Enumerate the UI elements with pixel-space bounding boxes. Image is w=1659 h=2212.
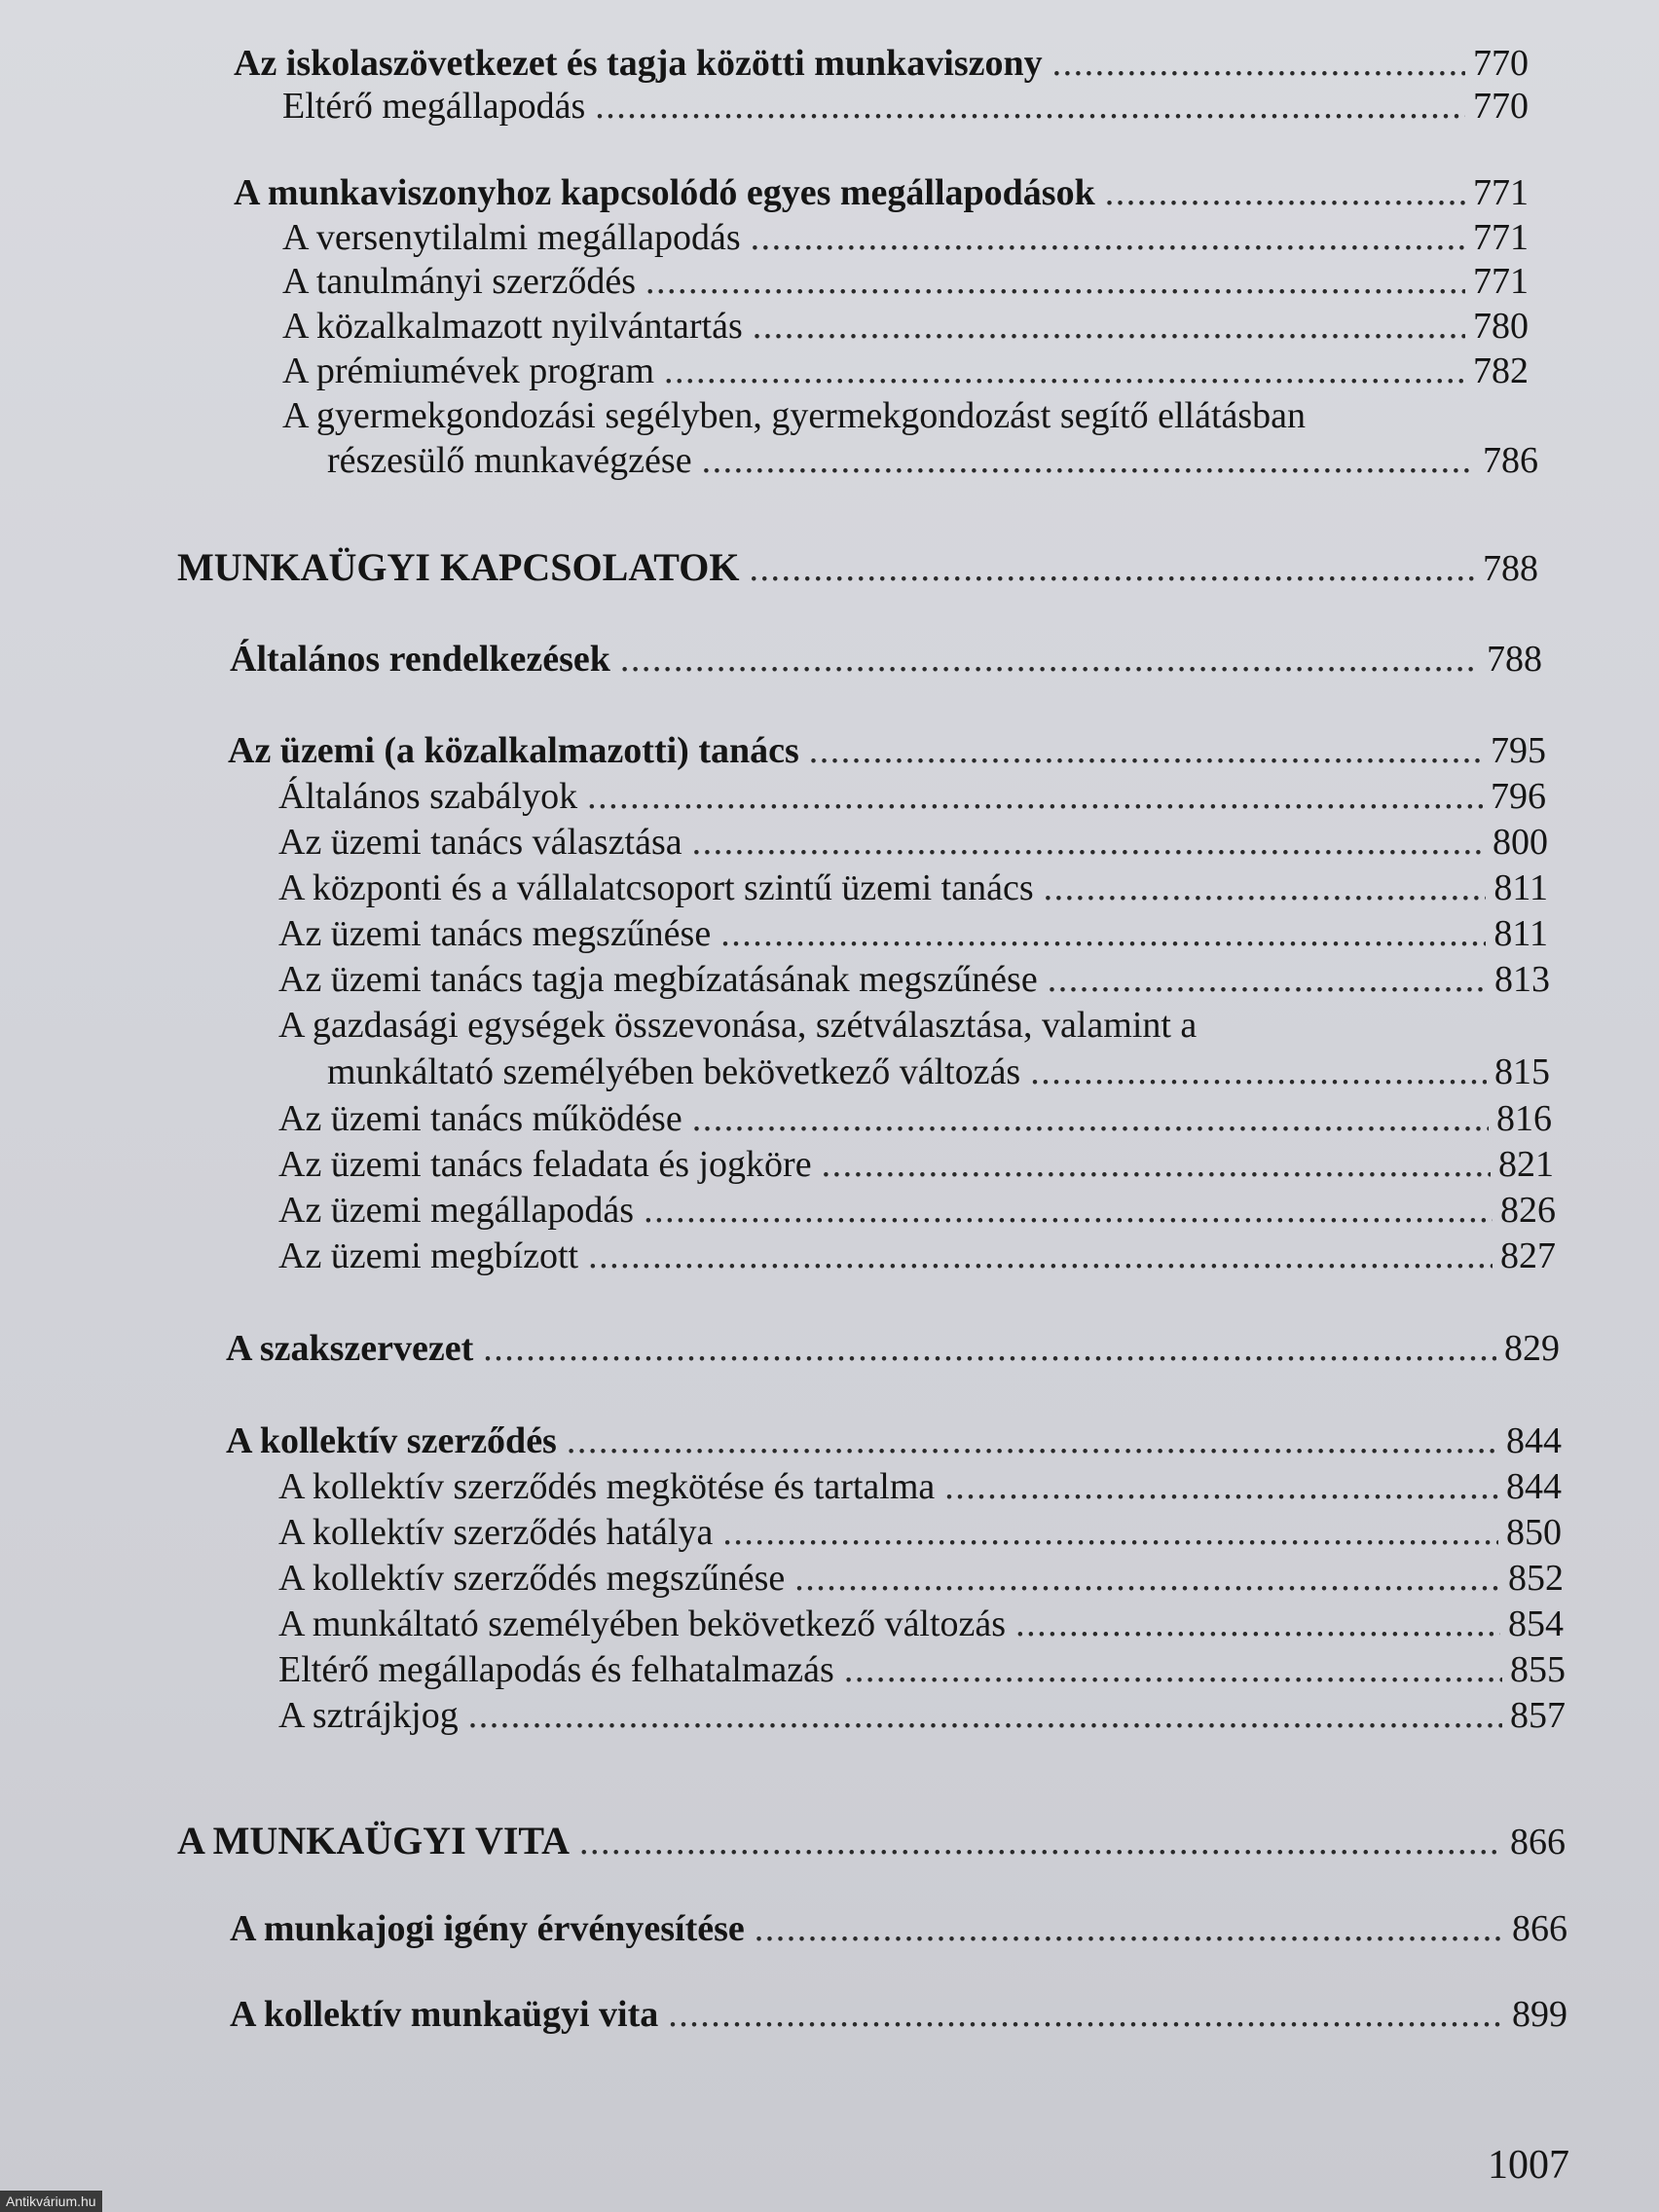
toc-entry bbox=[234, 41, 1529, 86]
leader-dots bbox=[753, 304, 1465, 349]
toc-entry-label: A versenytilalmi megállapodás bbox=[282, 217, 741, 258]
toc-entry-label: részesülő munkavégzése bbox=[327, 440, 692, 481]
leader-dots bbox=[668, 1992, 1504, 2037]
leader-dots bbox=[692, 820, 1485, 865]
toc-entry bbox=[278, 820, 1548, 865]
toc-entry-page: 786 bbox=[1483, 440, 1538, 481]
leader-dots bbox=[720, 911, 1486, 956]
toc-entry bbox=[278, 1464, 1562, 1509]
toc-entry bbox=[282, 304, 1529, 349]
leader-dots bbox=[809, 728, 1483, 773]
toc-entry-label: munkáltató személyében bekövetkező változás bbox=[327, 1051, 1021, 1092]
toc-entry bbox=[278, 1602, 1564, 1646]
toc-entry-label: A sztrájkjog bbox=[278, 1695, 459, 1736]
toc-entry bbox=[228, 728, 1546, 773]
leader-dots bbox=[468, 1693, 1502, 1738]
toc-entry-label: Az iskolaszövetkezet és tagja közötti munkaviszony bbox=[234, 43, 1043, 84]
leader-dots bbox=[749, 546, 1475, 591]
toc-entry-page: 788 bbox=[1487, 639, 1542, 680]
toc-entry-page: 816 bbox=[1496, 1098, 1552, 1139]
leader-dots bbox=[567, 1419, 1498, 1463]
toc-entry-page: 857 bbox=[1510, 1695, 1566, 1736]
toc-entry bbox=[278, 1188, 1556, 1233]
leader-dots bbox=[620, 637, 1479, 682]
toc-entry-label: A munkaviszonyhoz kapcsolódó egyes megállapodások bbox=[234, 172, 1095, 213]
toc-entry-label: A prémiumévek program bbox=[282, 350, 655, 391]
toc-entry-label: Az üzemi megbízott bbox=[278, 1235, 579, 1276]
toc-entry-page: 826 bbox=[1500, 1190, 1556, 1231]
toc-entry bbox=[278, 1234, 1556, 1278]
toc-entry-first-line bbox=[278, 1003, 1197, 1048]
toc-entry-page: 827 bbox=[1500, 1235, 1556, 1276]
toc-entry bbox=[278, 1647, 1566, 1692]
toc-entry bbox=[226, 1326, 1560, 1371]
leader-dots bbox=[692, 1096, 1489, 1141]
toc-entry bbox=[278, 1510, 1562, 1555]
toc-entry-page: 821 bbox=[1498, 1144, 1554, 1185]
leader-dots bbox=[944, 1464, 1498, 1509]
toc-entry-page: 771 bbox=[1473, 261, 1529, 302]
toc-section-heading bbox=[177, 545, 1538, 591]
toc-entry bbox=[282, 84, 1529, 129]
leader-dots bbox=[702, 438, 1475, 483]
toc-entry bbox=[278, 774, 1546, 819]
leader-dots bbox=[645, 259, 1465, 304]
toc-entry-label: Eltérő megállapodás bbox=[282, 86, 586, 127]
toc-entry bbox=[282, 349, 1529, 393]
leader-dots bbox=[844, 1647, 1502, 1692]
leader-dots bbox=[664, 349, 1465, 393]
toc-entry-page: 771 bbox=[1473, 217, 1529, 258]
toc-entry-label: A szakszervezet bbox=[226, 1328, 474, 1369]
toc-entry-page: 829 bbox=[1504, 1328, 1560, 1369]
toc-entry bbox=[327, 1050, 1550, 1094]
toc-entry-label: Általános rendelkezések bbox=[230, 639, 610, 680]
leader-dots bbox=[1044, 866, 1487, 910]
toc-entry bbox=[278, 866, 1548, 910]
toc-entry-label: A munkajogi igény érvényesítése bbox=[230, 1908, 745, 1949]
page-number: 1007 bbox=[1488, 2143, 1569, 2188]
toc-entry-page: 788 bbox=[1483, 548, 1538, 589]
toc-entry-label: A kollektív szerződés megszűnése bbox=[278, 1558, 786, 1599]
toc-entry bbox=[278, 957, 1550, 1002]
toc-entry-page: 844 bbox=[1506, 1466, 1562, 1507]
toc-entry-label: Az üzemi (a közalkalmazotti) tanács bbox=[228, 730, 799, 771]
toc-entry bbox=[278, 1142, 1554, 1187]
toc-entry-page: 852 bbox=[1508, 1558, 1564, 1599]
toc-entry-label: Az üzemi tanács feladata és jogköre bbox=[278, 1144, 812, 1185]
toc-entry-label: A központi és a vállalatcsoport szintű üzemi tanács bbox=[278, 867, 1034, 908]
toc-entry-page: 796 bbox=[1491, 776, 1546, 817]
toc-section-heading bbox=[177, 1819, 1566, 1864]
leader-dots bbox=[1105, 170, 1465, 215]
toc-entry-page: 800 bbox=[1493, 822, 1548, 863]
toc-entry bbox=[278, 911, 1548, 956]
toc-entry bbox=[282, 259, 1529, 304]
toc-entry bbox=[278, 1096, 1552, 1141]
leader-dots bbox=[483, 1326, 1496, 1371]
leader-dots bbox=[1048, 957, 1487, 1002]
toc-entry bbox=[282, 215, 1529, 260]
toc-entry-label: Az üzemi tanács működése bbox=[278, 1098, 682, 1139]
toc-entry-page: 771 bbox=[1473, 172, 1529, 213]
toc-entry-page: 780 bbox=[1473, 306, 1529, 347]
toc-entry-label: MUNKAÜGYI KAPCSOLATOK bbox=[177, 545, 740, 589]
leader-dots bbox=[579, 1820, 1502, 1864]
toc-entry-page: 855 bbox=[1510, 1649, 1566, 1690]
toc-entry-page: 815 bbox=[1494, 1051, 1550, 1092]
toc-entry-page: 770 bbox=[1473, 86, 1529, 127]
toc-entry-page: 866 bbox=[1510, 1822, 1566, 1862]
toc-entry-label: Az üzemi tanács megszűnése bbox=[278, 913, 712, 954]
leader-dots bbox=[794, 1556, 1500, 1601]
toc-entry-label: Eltérő megállapodás és felhatalmazás bbox=[278, 1649, 834, 1690]
toc-entry-label: A munkáltató személyében bekövetkező változás bbox=[278, 1604, 1007, 1644]
toc-entry bbox=[230, 1992, 1567, 2037]
toc-entry-label: A kollektív szerződés hatálya bbox=[278, 1512, 714, 1553]
toc-entry-page: 811 bbox=[1493, 913, 1548, 954]
toc-entry-label: Az üzemi megállapodás bbox=[278, 1190, 635, 1231]
toc-entry-page: 850 bbox=[1506, 1512, 1562, 1553]
toc-entry-page: 854 bbox=[1508, 1604, 1564, 1644]
leader-dots bbox=[587, 774, 1483, 819]
toc-entry-label: A MUNKAÜGYI VITA bbox=[177, 1819, 570, 1862]
toc-entry-label: A kollektív szerződés megkötése és tartalma bbox=[278, 1466, 936, 1507]
leader-dots bbox=[822, 1142, 1491, 1187]
toc-entry-page: 811 bbox=[1493, 867, 1548, 908]
toc-entry-page: 866 bbox=[1512, 1908, 1567, 1949]
toc-entry-page: 782 bbox=[1473, 350, 1529, 391]
leader-dots bbox=[1052, 41, 1465, 86]
toc-entry bbox=[278, 1693, 1566, 1738]
toc-entry-page: 844 bbox=[1506, 1420, 1562, 1461]
toc-entry-label: Az üzemi tanács választása bbox=[278, 822, 682, 863]
toc-entry-label: Általános szabályok bbox=[278, 776, 578, 817]
toc-entry bbox=[327, 438, 1538, 483]
toc-entry-label: A tanulmányi szerződés bbox=[282, 261, 637, 302]
toc-entry-page: 770 bbox=[1473, 43, 1529, 84]
toc-entry bbox=[278, 1556, 1564, 1601]
leader-dots bbox=[644, 1188, 1493, 1233]
leader-dots bbox=[751, 215, 1465, 260]
toc-entry-label: A gyermekgondozási segélyben, gyermekgondozást segítő ellátásban bbox=[282, 395, 1307, 436]
watermark: Antikvárium.hu bbox=[0, 2191, 102, 2212]
toc-entry-label: Az üzemi tanács tagja megbízatásának megszűnése bbox=[278, 959, 1038, 1000]
toc-entry bbox=[226, 1419, 1562, 1463]
toc-entry bbox=[234, 170, 1529, 215]
leader-dots bbox=[595, 84, 1465, 129]
toc-entry-label: A közalkalmazott nyilvántartás bbox=[282, 306, 743, 347]
toc-entry-label: A kollektív munkaügyi vita bbox=[230, 1994, 659, 2035]
toc-entry-first-line bbox=[282, 393, 1306, 438]
toc-entry-label: A gazdasági egységek összevonása, szétválasztása, valamint a bbox=[278, 1005, 1198, 1046]
leader-dots bbox=[1015, 1602, 1500, 1646]
leader-dots bbox=[1030, 1050, 1487, 1094]
leader-dots bbox=[755, 1906, 1504, 1951]
toc-entry-label: A kollektív szerződés bbox=[226, 1420, 557, 1461]
toc-entry bbox=[230, 637, 1542, 682]
toc-entry-page: 899 bbox=[1512, 1994, 1567, 2035]
leader-dots bbox=[588, 1234, 1493, 1278]
toc-entry-page: 795 bbox=[1491, 730, 1546, 771]
toc-entry bbox=[230, 1906, 1567, 1951]
leader-dots bbox=[722, 1510, 1498, 1555]
toc-entry-page: 813 bbox=[1494, 959, 1550, 1000]
